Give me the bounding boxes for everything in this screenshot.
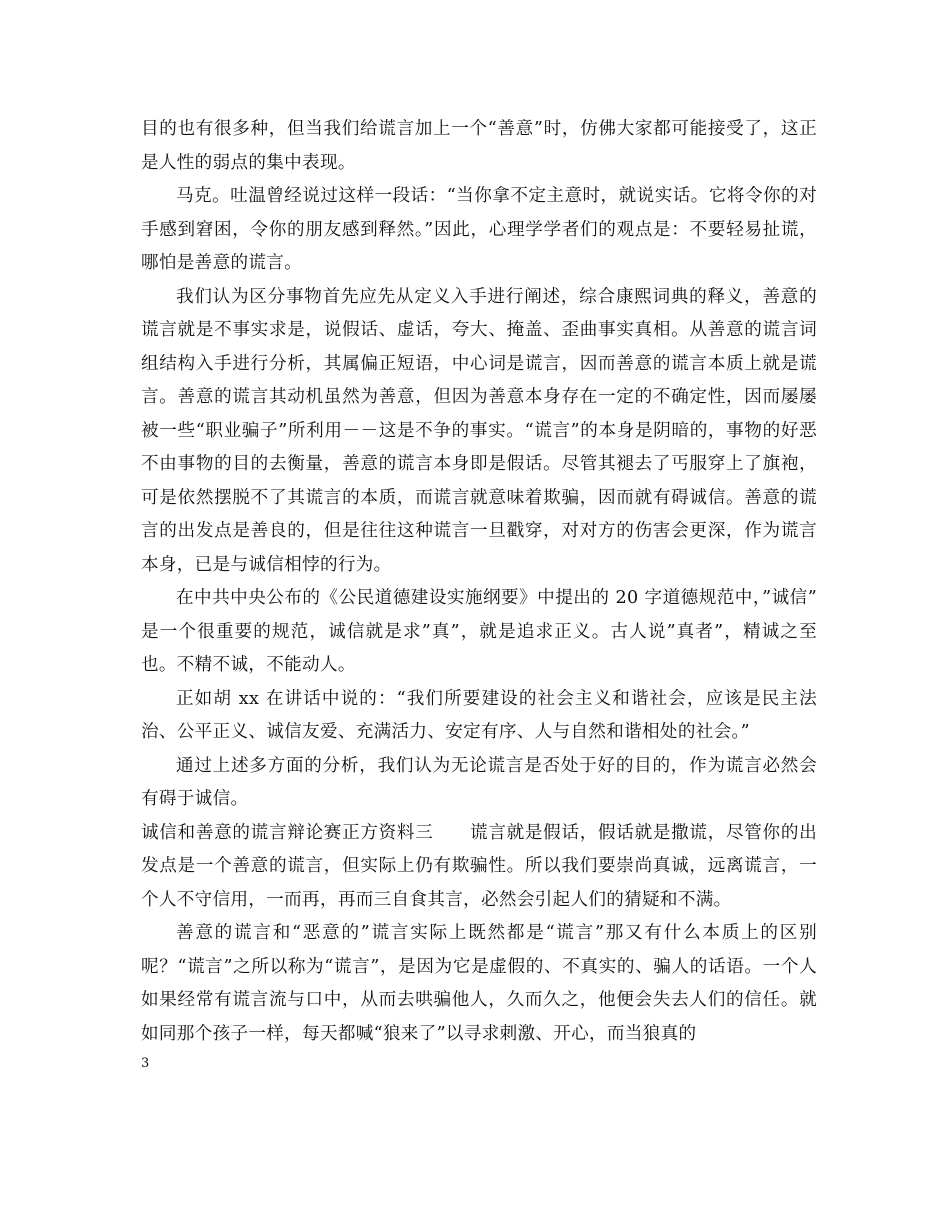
page-number: 3 xyxy=(141,1056,150,1071)
paragraph: 诚信和善意的谎言辩论赛正方资料三 谎言就是假话，假话就是撒谎，尽管你的出发点是一个善意的谎言，但实际上仍有欺骗性。所以我们要崇尚真诚，远离谎言，一个人不守信用，一而再，再而三自食其言，必然会引起人们的猜疑和不满。 xyxy=(141,822,817,910)
paragraph: 通过上述多方面的分析，我们认为无论谎言是否处于好的目的，作为谎言必然会有碍于诚信。 xyxy=(141,755,817,809)
paragraph: 在中共中央公布的《公民道德建设实施纲要》中提出的 20 字道德规范中，”诚信” 是一个很重要的规范，诚信就是求”真”，就是追求正义。古人说”真者”，精诚之至也。不精不诚，不能动人。 xyxy=(141,588,817,675)
paragraph: 正如胡 xx 在讲话中说的：“我们所要建设的社会主义和谐社会，应该是民主法治、公平正义、诚信友爱、充满活力、安定有序、人与自然和谐相处的社会。” xyxy=(141,688,817,742)
paragraph: 马克。吐温曾经说过这样一段话：“当你拿不定主意时，就说实话。它将令你的对手感到窘困，令你的朋友感到释然。”因此，心理学学者们的观点是：不要轻易扯谎，哪怕是善意的谎言。 xyxy=(141,186,817,273)
paragraph: 善意的谎言和“恶意的”谎言实际上既然都是“谎言”那又有什么本质上的区别呢？“谎言”之所以称为“谎言”，是因为它是虚假的、不真实的、骗人的话语。一个人如果经常有谎言流与口中，从而去哄骗他人，久而久之，他便会失去人们的信任。就如同那个孩子一样，每天都喊“狼来了”以寻求刺激、开心，而当狼真的 xyxy=(141,923,817,1044)
paragraph: 我们认为区分事物首先应先从定义入手进行阐述，综合康熙词典的释义，善意的谎言就是不事实求是，说假话、虚话，夸大、掩盖、歪曲事实真相。从善意的谎言词组结构入手进行分析，其属偏正短语，中心词是谎言，因而善意的谎言本质上就是谎言。善意的谎言其动机虽然为善意，但因为善意本身存在一定的不确定性，因而屡屡被一些“职业骗子”所利用－－这是不争的事实。“谎言”的本身是阴暗的，事物的好恶不由事物的目的去衡量，善意的谎言本身即是假话。尽管其褪去了丐服穿上了旗袍，可是依然摆脱不了其谎言的本质，而谎言就意味着欺骗，因而就有碍诚信。善意的谎言的出发点是善良的，但是往往这种谎言一旦戳穿，对对方的伤害会更深，作为谎言本身，已是与诚信相悖的行为。 xyxy=(141,286,817,575)
document-body xyxy=(141,113,817,1051)
paragraph: 目的也有很多种，但当我们给谎言加上一个“善意”时，仿佛大家都可能接受了，这正是人性的弱点的集中表现。 xyxy=(141,119,817,173)
